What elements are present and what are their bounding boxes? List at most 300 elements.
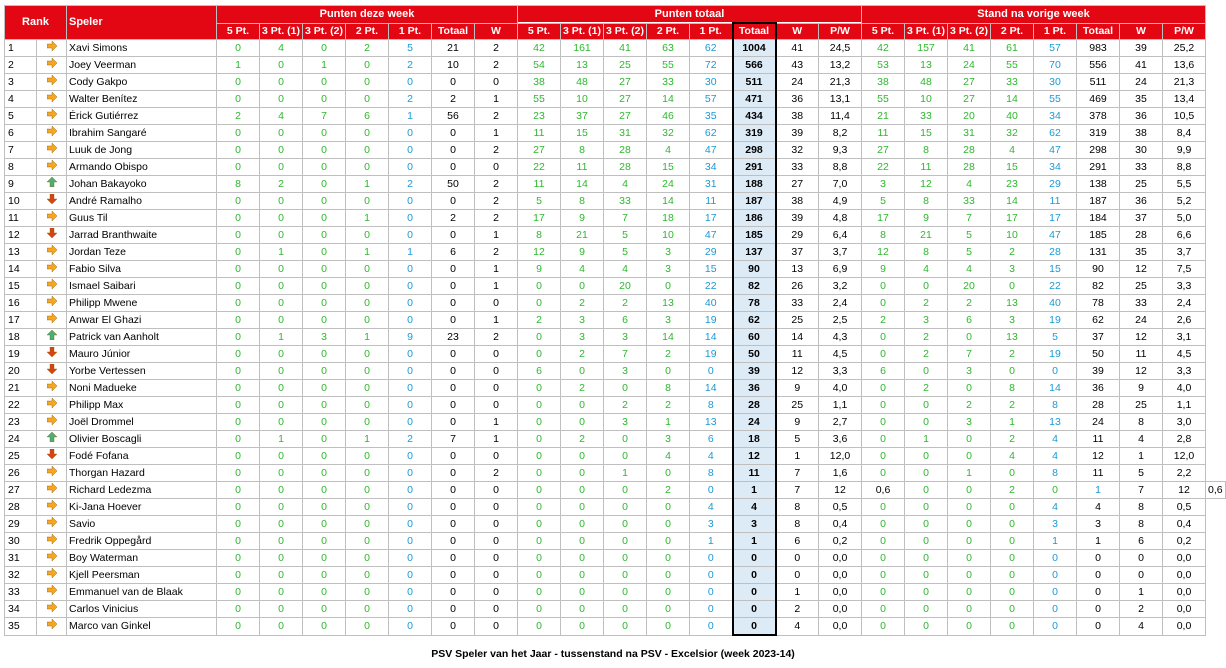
week-cell: 0 — [389, 312, 432, 329]
prev-cell: 4 — [1120, 618, 1163, 636]
week-cell: 0 — [260, 618, 303, 636]
prev-cell: 0 — [905, 533, 948, 550]
week-cell: 0 — [475, 74, 518, 91]
player-name: Joey Veerman — [67, 57, 217, 74]
total-cell: 11 — [561, 159, 604, 176]
week-cell: 0 — [389, 584, 432, 601]
week-cell: 2 — [475, 176, 518, 193]
week-cell: 2 — [217, 108, 260, 125]
week-cell: 0 — [432, 380, 475, 397]
prev-cell: 0,2 — [1163, 533, 1206, 550]
sheet-caption: PSV Speler van het Jaar - tussenstand na PSV - Excelsior (week 2023-14) — [431, 648, 795, 660]
prev-cell: 8 — [991, 380, 1034, 397]
week-cell: 2 — [475, 142, 518, 159]
week-cell: 0 — [217, 125, 260, 142]
week-cell: 6 — [346, 108, 389, 125]
prev-cell: 0 — [991, 465, 1034, 482]
rank-cell: 11 — [5, 210, 37, 227]
week-cell: 0 — [260, 91, 303, 108]
total-cell: 3 — [604, 363, 647, 380]
table-row — [5, 533, 1226, 550]
table-row — [5, 261, 1226, 278]
table-row — [5, 397, 1226, 414]
trend-side-arrow-icon — [37, 312, 67, 329]
prev-cell: 0 — [1034, 550, 1077, 567]
prev-cell: 8 — [1120, 516, 1163, 533]
player-name: Érick Gutiérrez — [67, 108, 217, 125]
total-cell: 0 — [518, 431, 561, 448]
week-cell: 0 — [217, 448, 260, 465]
player-name: Johan Bakayoko — [67, 176, 217, 193]
rank-cell: 15 — [5, 278, 37, 295]
prev-cell: 0 — [905, 448, 948, 465]
prev-cell: 0 — [905, 618, 948, 636]
prev-cell: 4 — [991, 142, 1034, 159]
total-cell: 188 — [733, 176, 776, 193]
week-cell: 0 — [303, 414, 346, 431]
total-cell: 2 — [604, 397, 647, 414]
prev-cell: 4 — [948, 176, 991, 193]
table-row — [5, 550, 1226, 567]
total-cell: 72 — [690, 57, 733, 74]
prev-cell: 2 — [862, 312, 905, 329]
week-cell: 0 — [432, 193, 475, 210]
table-row — [5, 40, 1226, 57]
prev-cell: 3 — [948, 363, 991, 380]
week-cell: 0 — [217, 482, 260, 499]
prev-cell: 7,5 — [1163, 261, 1206, 278]
week-cell: 0 — [303, 499, 346, 516]
total-cell: 4,9 — [819, 193, 862, 210]
total-cell: 4 — [604, 176, 647, 193]
standings-sheet — [4, 5, 1226, 636]
total-cell: 4 — [733, 499, 776, 516]
total-cell: 0 — [561, 550, 604, 567]
trend-side-arrow-icon — [37, 125, 67, 142]
total-cell: 0,6 — [862, 482, 905, 499]
trend-side-arrow-icon — [37, 142, 67, 159]
total-cell: 0 — [561, 414, 604, 431]
player-name: Fredrik Oppegård — [67, 533, 217, 550]
prev-cell: 0 — [1034, 482, 1077, 499]
total-cell: 0 — [518, 601, 561, 618]
week-col-header: 3 Pt. (2) — [303, 23, 346, 40]
week-cell: 0 — [303, 448, 346, 465]
week-cell: 0 — [303, 74, 346, 91]
week-cell: 0 — [389, 295, 432, 312]
total-cell: 0 — [518, 550, 561, 567]
total-cell: 0 — [561, 482, 604, 499]
week-cell: 1 — [346, 431, 389, 448]
week-cell: 0 — [303, 516, 346, 533]
total-cell: 30 — [690, 74, 733, 91]
prev-cell: 0,0 — [1163, 584, 1206, 601]
week-cell: 1 — [389, 108, 432, 125]
total-cell: 0,2 — [819, 533, 862, 550]
week-cell: 0 — [389, 533, 432, 550]
week-cell: 0 — [260, 278, 303, 295]
week-cell: 0 — [389, 346, 432, 363]
total-cell: 6 — [518, 363, 561, 380]
prev-cell: 5 — [948, 227, 991, 244]
week-cell: 1 — [475, 261, 518, 278]
prev-cell: 0 — [862, 516, 905, 533]
week-cell: 1 — [475, 431, 518, 448]
week-cell: 2 — [475, 108, 518, 125]
prev-cell: 0 — [948, 601, 991, 618]
total-cell: 60 — [733, 329, 776, 346]
week-cell: 0 — [217, 159, 260, 176]
week-cell: 0 — [346, 499, 389, 516]
prev-cell: 0 — [905, 584, 948, 601]
prev-cell: 1 — [991, 414, 1034, 431]
prev-cell: 11 — [1034, 193, 1077, 210]
week-cell: 0 — [432, 584, 475, 601]
prev-cell: 0 — [991, 363, 1034, 380]
week-cell: 0 — [303, 159, 346, 176]
prev-cell: 0 — [905, 414, 948, 431]
prev-cell: 33 — [905, 108, 948, 125]
week-cell: 0 — [217, 329, 260, 346]
total-cell: 15 — [690, 261, 733, 278]
table-row — [5, 601, 1226, 618]
week-cell: 2 — [346, 40, 389, 57]
week-cell: 0 — [389, 414, 432, 431]
prev-cell: 30 — [1120, 142, 1163, 159]
total-cell: 14 — [647, 91, 690, 108]
week-col-header: 5 Pt. — [217, 23, 260, 40]
prev-cell: 5,2 — [1163, 193, 1206, 210]
total-cell: 8 — [690, 465, 733, 482]
prev-cell: 0 — [991, 516, 1034, 533]
prev-cell: 62 — [1077, 312, 1120, 329]
week-cell: 0 — [475, 346, 518, 363]
prev-cell: 61 — [991, 40, 1034, 57]
week-cell: 0 — [432, 601, 475, 618]
week-cell: 0 — [303, 397, 346, 414]
prev-cell: 38 — [862, 74, 905, 91]
total-cell: 27 — [604, 74, 647, 91]
week-cell: 0 — [260, 193, 303, 210]
week-cell: 1 — [346, 329, 389, 346]
prev-cell: 5 — [1120, 465, 1163, 482]
prev-cell: 35 — [1120, 244, 1163, 261]
player-name: Noni Madueke — [67, 380, 217, 397]
prev-cell: 9 — [905, 210, 948, 227]
total-cell: 9 — [776, 380, 819, 397]
prev-cell: 0 — [1077, 567, 1120, 584]
week-cell: 0 — [475, 397, 518, 414]
week-col-header: 3 Pt. (1) — [260, 23, 303, 40]
prev-cell: 57 — [1034, 40, 1077, 57]
total-cell: 14 — [690, 329, 733, 346]
prev-cell: 24 — [948, 57, 991, 74]
total-cell: 3,6 — [819, 431, 862, 448]
week-cell: 2 — [389, 176, 432, 193]
table-row — [5, 91, 1226, 108]
prev-cell: 7 — [948, 210, 991, 227]
trend-side-arrow-icon — [37, 533, 67, 550]
total-cell: 0 — [561, 567, 604, 584]
player-name: Anwar El Ghazi — [67, 312, 217, 329]
total-cell: 8,2 — [819, 125, 862, 142]
week-cell: 0 — [432, 448, 475, 465]
week-cell: 0 — [303, 312, 346, 329]
prev-cell: 1 — [1077, 533, 1120, 550]
total-cell: 13 — [690, 414, 733, 431]
trend-up-arrow-icon — [37, 431, 67, 448]
prev-cell: 25 — [1120, 176, 1163, 193]
week-cell: 0 — [432, 516, 475, 533]
table-row — [5, 448, 1226, 465]
prev-cell: 55 — [991, 57, 1034, 74]
total-cell: 42 — [518, 40, 561, 57]
prev-cell: 40 — [991, 108, 1034, 125]
week-cell: 0 — [346, 448, 389, 465]
prev-col-header: P/W — [1163, 23, 1206, 40]
total-cell: 0 — [561, 397, 604, 414]
rank-cell: 7 — [5, 142, 37, 159]
trend-side-arrow-icon — [37, 618, 67, 636]
week-cell: 2 — [260, 176, 303, 193]
week-cell: 0 — [217, 414, 260, 431]
total-cell: 0 — [733, 584, 776, 601]
week-cell: 0 — [260, 295, 303, 312]
rank-cell: 5 — [5, 108, 37, 125]
week-cell: 2 — [389, 91, 432, 108]
prev-cell: 33 — [1120, 295, 1163, 312]
total-cell: 9 — [561, 210, 604, 227]
prev-cell: 0 — [991, 567, 1034, 584]
player-name: Walter Benítez — [67, 91, 217, 108]
prev-cell: 27 — [862, 142, 905, 159]
total-cell: 33 — [776, 295, 819, 312]
prev-cell: 78 — [1077, 295, 1120, 312]
total-cell: 0 — [647, 363, 690, 380]
total-cell: 1004 — [733, 40, 776, 57]
total-cell: 2 — [518, 312, 561, 329]
prev-cell: 24 — [1120, 74, 1163, 91]
prev-cell: 0 — [991, 278, 1034, 295]
prev-cell: 11 — [1077, 465, 1120, 482]
prev-cell: 0 — [948, 567, 991, 584]
total-cell: 0 — [561, 618, 604, 636]
total-cell: 63 — [647, 40, 690, 57]
week-cell: 0 — [389, 193, 432, 210]
prev-cell: 27 — [948, 74, 991, 91]
table-row — [5, 210, 1226, 227]
prev-cell: 28 — [1077, 397, 1120, 414]
player-name: Boy Waterman — [67, 550, 217, 567]
prev-cell: 1 — [948, 465, 991, 482]
total-cell: 0 — [733, 567, 776, 584]
rank-cell: 10 — [5, 193, 37, 210]
prev-cell: 90 — [1077, 261, 1120, 278]
total-cell: 1 — [733, 482, 776, 499]
trend-side-arrow-icon — [37, 159, 67, 176]
week-cell: 0 — [303, 210, 346, 227]
prev-cell: 0 — [905, 397, 948, 414]
prev-cell: 36 — [1120, 193, 1163, 210]
week-cell: 0 — [217, 584, 260, 601]
trend-side-arrow-icon — [37, 380, 67, 397]
total-cell: 0 — [604, 567, 647, 584]
prev-cell: 10 — [905, 91, 948, 108]
total-cell: 1 — [776, 584, 819, 601]
week-cell: 0 — [217, 363, 260, 380]
week-cell: 1 — [260, 431, 303, 448]
table-row — [5, 516, 1226, 533]
week-cell: 0 — [346, 57, 389, 74]
week-cell: 0 — [260, 516, 303, 533]
week-cell: 0 — [432, 397, 475, 414]
prev-cell: 33 — [1120, 159, 1163, 176]
prev-cell: 8 — [862, 227, 905, 244]
prev-cell: 9,9 — [1163, 142, 1206, 159]
table-row — [5, 108, 1226, 125]
total-cell: 0 — [733, 550, 776, 567]
total-cell: 2 — [561, 295, 604, 312]
week-cell: 0 — [303, 550, 346, 567]
total-cell: 19 — [690, 346, 733, 363]
week-cell: 1 — [346, 210, 389, 227]
week-cell: 1 — [475, 227, 518, 244]
rank-cell: 13 — [5, 244, 37, 261]
total-cell: 0 — [518, 346, 561, 363]
total-cell: 0 — [776, 567, 819, 584]
player-name: Carlos Vinicius — [67, 601, 217, 618]
prev-cell: 2,6 — [1163, 312, 1206, 329]
rank-cell: 33 — [5, 584, 37, 601]
week-cell: 0 — [432, 312, 475, 329]
total-cell: 161 — [561, 40, 604, 57]
total-cell: 4 — [647, 448, 690, 465]
table-row — [5, 618, 1226, 636]
total-cell: 54 — [518, 57, 561, 74]
total-cell: 0 — [690, 550, 733, 567]
prev-col-header: W — [1120, 23, 1163, 40]
total-cell: 0 — [647, 601, 690, 618]
prev-cell: 0 — [991, 499, 1034, 516]
week-cell: 0 — [346, 380, 389, 397]
total-cell: 471 — [733, 91, 776, 108]
table-row — [5, 431, 1226, 448]
prev-cell: 3 — [991, 312, 1034, 329]
rank-cell: 23 — [5, 414, 37, 431]
total-cell: 10 — [647, 227, 690, 244]
prev-cell: 27 — [948, 91, 991, 108]
total-cell: 8 — [647, 380, 690, 397]
total-cell: 6 — [690, 431, 733, 448]
rank-cell: 21 — [5, 380, 37, 397]
prev-cell: 2 — [905, 346, 948, 363]
trend-side-arrow-icon — [37, 465, 67, 482]
prev-cell: 13 — [991, 329, 1034, 346]
total-cell: 39 — [776, 210, 819, 227]
total-cell: 0 — [518, 414, 561, 431]
week-cell: 1 — [389, 244, 432, 261]
total-cell: 319 — [733, 125, 776, 142]
prev-cell: 0,4 — [1163, 516, 1206, 533]
week-cell: 0 — [260, 550, 303, 567]
prev-cell: 2 — [905, 295, 948, 312]
total-cell: 37 — [776, 244, 819, 261]
prev-cell: 185 — [1077, 227, 1120, 244]
player-name: Richard Ledezma — [67, 482, 217, 499]
total-cell: 2 — [647, 346, 690, 363]
prev-cell: 6,6 — [1163, 227, 1206, 244]
total-cell: 0 — [561, 533, 604, 550]
prev-cell: 378 — [1077, 108, 1120, 125]
week-cell: 0 — [346, 482, 389, 499]
prev-cell: 21 — [862, 108, 905, 125]
trend-side-arrow-icon — [37, 584, 67, 601]
week-cell: 0 — [260, 346, 303, 363]
prev-cell: 11 — [1120, 346, 1163, 363]
table-row — [5, 176, 1226, 193]
week-cell: 0 — [217, 465, 260, 482]
week-cell: 0 — [260, 312, 303, 329]
total-cell: 41 — [776, 40, 819, 57]
total-cell: 38 — [776, 193, 819, 210]
week-cell: 0 — [346, 91, 389, 108]
prev-cell: 2,4 — [1163, 295, 1206, 312]
prev-cell: 24 — [1077, 414, 1120, 431]
week-cell: 0 — [217, 516, 260, 533]
total-cell: 9 — [776, 414, 819, 431]
total-cell: 0 — [561, 448, 604, 465]
week-cell: 0 — [260, 159, 303, 176]
rank-cell: 26 — [5, 465, 37, 482]
week-cell: 6 — [432, 244, 475, 261]
total-cell: 0,0 — [819, 584, 862, 601]
week-cell: 0 — [260, 142, 303, 159]
week-cell: 7 — [432, 431, 475, 448]
week-cell: 0 — [303, 465, 346, 482]
week-cell: 0 — [389, 482, 432, 499]
prev-col-header: 1 Pt. — [1034, 23, 1077, 40]
total-cell: 2 — [604, 295, 647, 312]
prev-cell: 2 — [1120, 601, 1163, 618]
prev-cell: 47 — [1034, 227, 1077, 244]
total-cell: 3 — [561, 312, 604, 329]
prev-cell: 138 — [1077, 176, 1120, 193]
week-cell: 50 — [432, 176, 475, 193]
total-cell: 25 — [776, 397, 819, 414]
total-cell: 8 — [561, 142, 604, 159]
week-cell: 0 — [303, 91, 346, 108]
trend-side-arrow-icon — [37, 397, 67, 414]
player-name: Savio — [67, 516, 217, 533]
prev-cell: 3 — [905, 312, 948, 329]
total-cell: 33 — [776, 159, 819, 176]
rank-cell: 8 — [5, 159, 37, 176]
prev-cell: 0 — [862, 380, 905, 397]
total-cell: 0 — [561, 601, 604, 618]
week-col-header: Totaal — [432, 23, 475, 40]
total-cell: 14 — [647, 329, 690, 346]
total-cell: 7 — [604, 346, 647, 363]
prev-cell: 0 — [948, 380, 991, 397]
week-cell: 0 — [475, 533, 518, 550]
total-cell: 0 — [690, 601, 733, 618]
prev-cell: 14 — [991, 193, 1034, 210]
rank-cell: 18 — [5, 329, 37, 346]
prev-cell: 2 — [905, 380, 948, 397]
total-cell: 4,5 — [819, 346, 862, 363]
prev-cell: 0 — [948, 516, 991, 533]
prev-cell: 3 — [1034, 516, 1077, 533]
